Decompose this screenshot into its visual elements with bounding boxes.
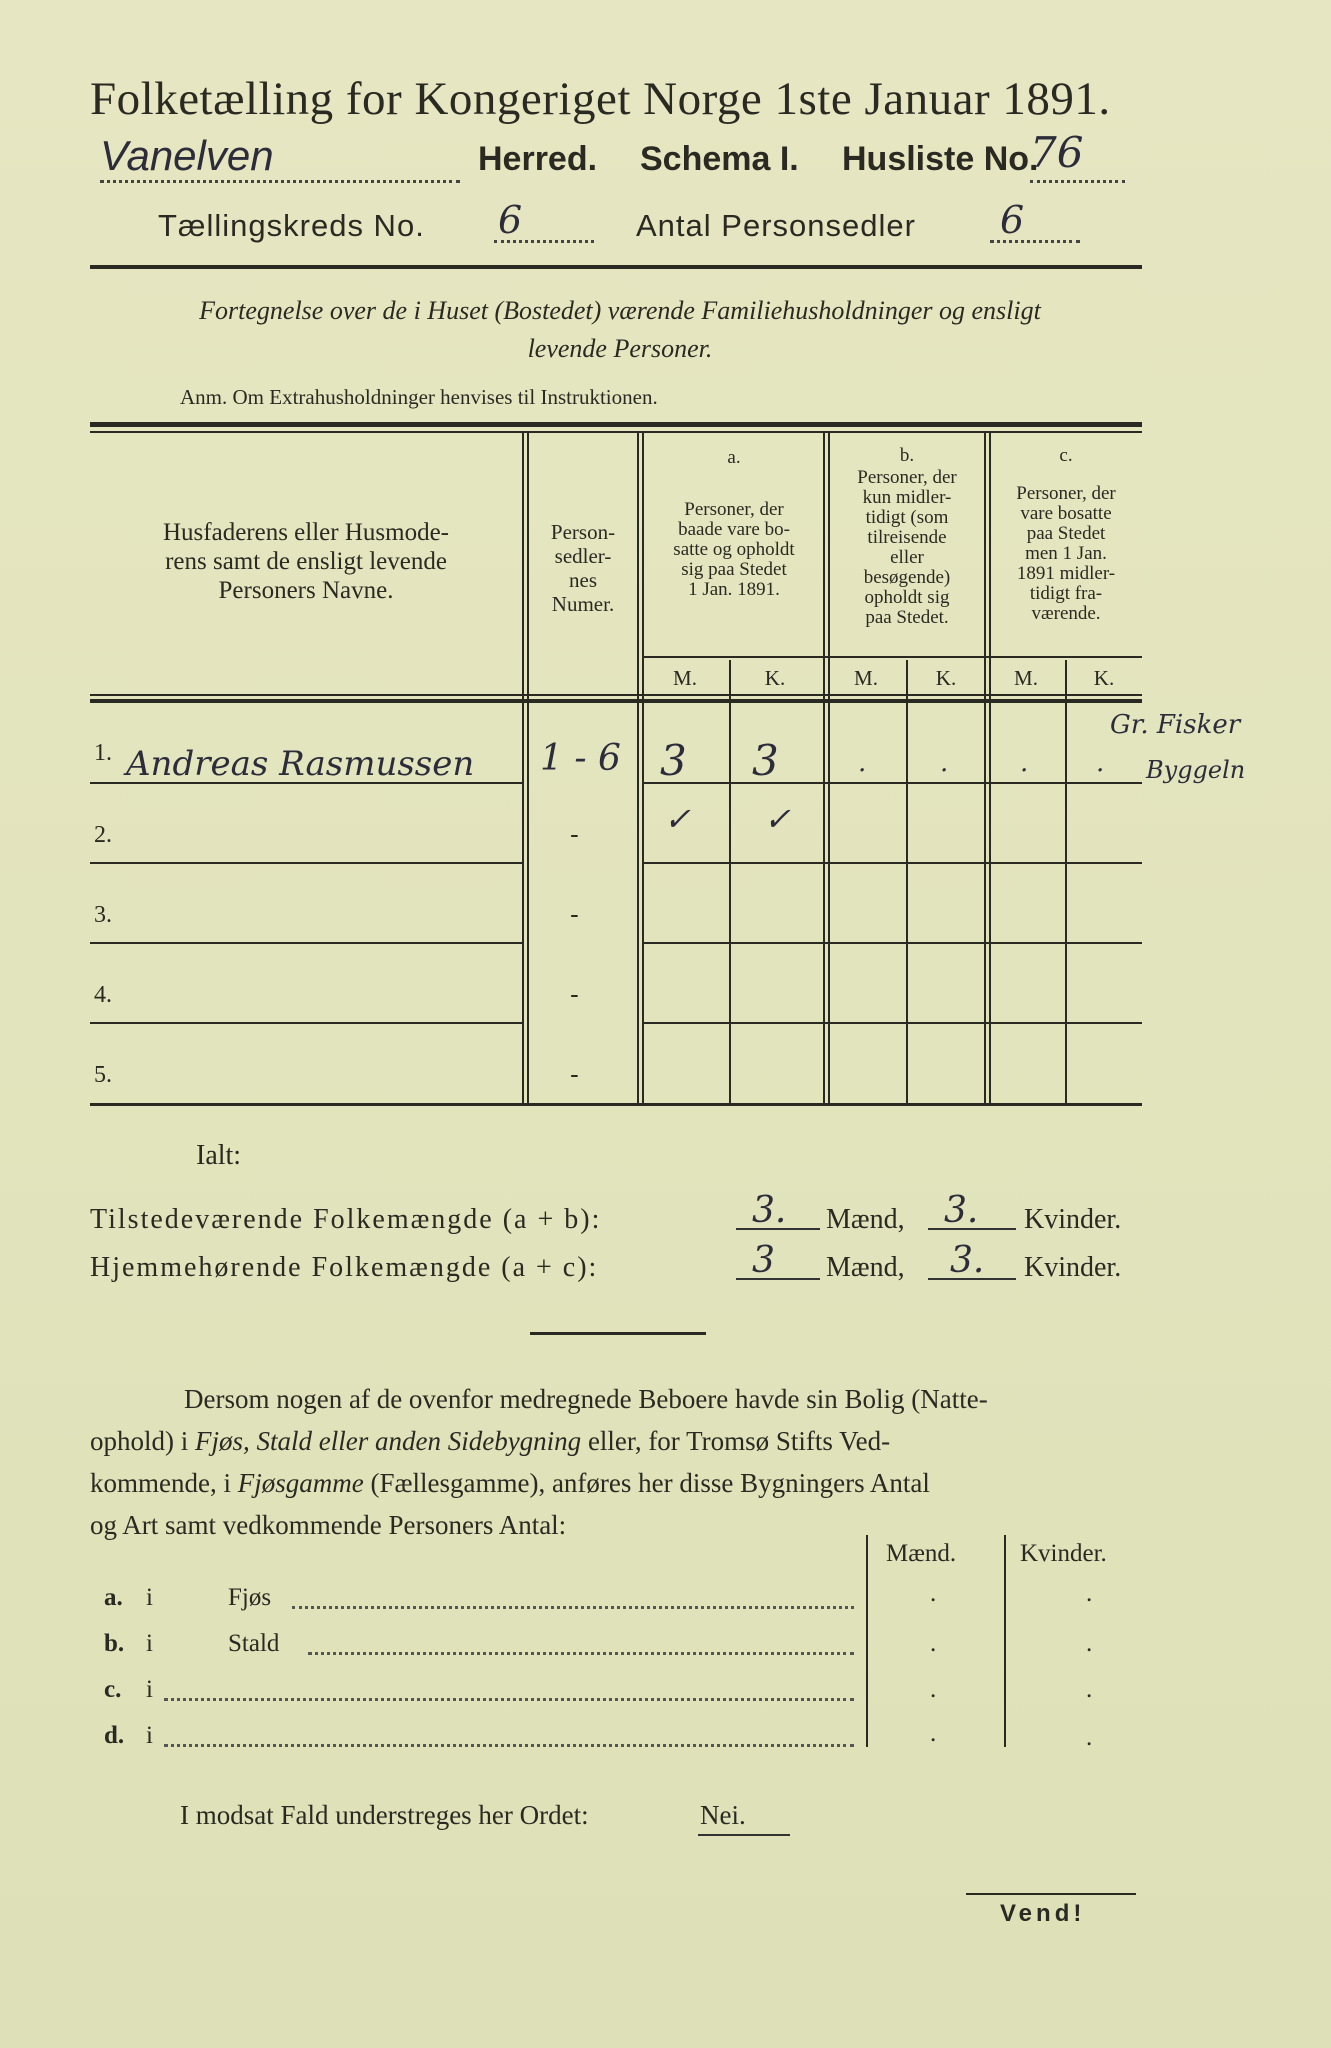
row5-sedler: -: [570, 1060, 579, 1090]
a-k-label: K.: [764, 666, 786, 690]
husliste-dotline: [1030, 180, 1125, 183]
para-line2: [90, 1420, 1140, 1462]
para-l3a: kommende, i: [90, 1468, 238, 1498]
col-b-h8: paa Stedet.: [865, 607, 949, 628]
ialt-label: Ialt:: [196, 1140, 242, 1171]
description-line1: Fortegnelse over de i Huset (Bostedet) værende Familiehusholdninger og ensligt: [199, 296, 1041, 325]
col-a-letter: a.: [727, 447, 741, 468]
hjemme-k-line: [928, 1278, 1016, 1280]
row3-line-cells: [642, 942, 1142, 944]
row2-a-k: ✓: [764, 800, 791, 838]
row4-line-cells: [642, 1022, 1142, 1024]
bld-row2-dots: [308, 1652, 854, 1655]
bld-row1-m: .: [930, 1580, 937, 1607]
hjemme-maend: Mænd,: [826, 1252, 905, 1283]
col-a-header: [644, 500, 824, 600]
col-name-header-l1: Husfaderens eller Husmode-: [162, 519, 449, 546]
col-name-header: [92, 518, 520, 605]
tilstede-maend: Mænd,: [826, 1204, 905, 1235]
bld-row3-m: .: [930, 1676, 937, 1703]
col-num-header-l1: Person-: [550, 520, 616, 544]
nei-underline: [698, 1834, 790, 1836]
bld-hdr-kvinder: Kvinder.: [1020, 1540, 1107, 1567]
herred-value: Vanelven: [100, 132, 274, 179]
col-b-h7: opholdt sig: [864, 587, 950, 608]
row2-line-name: [90, 862, 522, 864]
bld-row2-label: Stald: [228, 1630, 280, 1657]
col-b-h3: tidigt (som: [865, 507, 949, 528]
col-c-h2: vare bosatte: [1020, 503, 1112, 524]
para-l3b: Fjøsgamme: [237, 1468, 364, 1498]
bld-row4-i: i: [146, 1722, 153, 1749]
row1-a-k: 3: [752, 736, 779, 785]
vline-b-mk: [906, 660, 908, 1104]
husliste-value: 76: [1030, 128, 1084, 177]
bld-row2-m: .: [930, 1630, 937, 1657]
hjemme-k-value: 3.: [950, 1240, 985, 1281]
col-c-h1: Personer, der: [1016, 483, 1116, 504]
row4-num: 4.: [94, 982, 112, 1008]
row1-name: Andreas Rasmussen: [126, 744, 475, 784]
col-c-header: [990, 484, 1142, 624]
bld-row3-k: .: [1086, 1676, 1093, 1703]
col-a-h2: baade vare bo-: [678, 519, 790, 540]
c-m-label: M.: [1014, 666, 1038, 690]
bld-row3-letter: c.: [104, 1676, 122, 1703]
vend-label: Vend!: [1000, 1900, 1086, 1927]
margin-note-2: Byggeln: [1146, 756, 1246, 784]
col-a-h5: 1 Jan. 1891.: [688, 579, 780, 600]
row1-c-m: .: [1020, 748, 1029, 778]
row1-num: 1.: [94, 740, 112, 766]
para-line4: og Art samt vedkommende Personers Antal:: [90, 1510, 567, 1540]
tilstede-m-line: [736, 1228, 820, 1230]
row2-sedler: -: [570, 820, 579, 850]
hjemme-kvinder: Kvinder.: [1024, 1252, 1122, 1283]
col-b-h4: tilreisende: [867, 527, 947, 548]
antal-value: 6: [1000, 198, 1025, 242]
row2-line-cells: [642, 862, 1142, 864]
bld-row1-letter: a.: [104, 1584, 123, 1611]
para-l2a: ophold) i: [90, 1426, 195, 1456]
vend-rule: [966, 1893, 1136, 1895]
hjemme-m-line: [736, 1278, 820, 1280]
bld-row1-dots: [292, 1606, 854, 1609]
bld-row1-k: .: [1086, 1580, 1093, 1607]
row1-b-m: .: [858, 748, 867, 778]
row2-num: 2.: [94, 822, 112, 848]
row4-line-name: [90, 1022, 522, 1024]
col-b-h1: Personer, der: [857, 467, 957, 488]
a-m-label: M.: [673, 666, 697, 690]
table-top-rule: [90, 422, 1142, 427]
col-c-letter: c.: [1059, 445, 1073, 466]
row3-line-name: [90, 942, 522, 944]
col-name-header-l2: rens samt de ensligt levende: [165, 548, 447, 575]
hjemme-m-value: 3: [752, 1240, 775, 1281]
tilstede-k-value: 3.: [944, 1190, 979, 1231]
form-title: Folketælling for Kongeriget Norge 1ste Januar 1891.: [90, 73, 1111, 125]
bld-vline-2: [1004, 1535, 1006, 1747]
description: [90, 292, 1150, 368]
para-line3: [90, 1462, 1140, 1504]
col-num-header: [530, 520, 636, 616]
row5-num: 5.: [94, 1062, 112, 1088]
col-b-h5: eller: [890, 547, 924, 568]
bld-row2-i: i: [146, 1630, 153, 1657]
bld-row1-i: i: [146, 1584, 153, 1611]
col-c-h4: men 1 Jan.: [1025, 543, 1107, 564]
row1-sedler: 1 - 6: [540, 738, 621, 779]
tilstede-kvinder: Kvinder.: [1024, 1204, 1122, 1235]
col-b-h6: besøgende): [863, 567, 951, 588]
bld-row4-dots: [164, 1744, 854, 1747]
hjemme-label: Hjemmehørende Folkemængde (a + c):: [90, 1252, 599, 1283]
row1-c-k: .: [1096, 748, 1105, 778]
row1-b-k: .: [940, 748, 949, 778]
vline-c-mk: [1065, 660, 1067, 1104]
b-m-label: M.: [854, 666, 878, 690]
nei-word: Nei.: [700, 1800, 746, 1830]
kreds-dotline: [494, 240, 594, 243]
bld-row2-letter: b.: [104, 1630, 125, 1657]
row2-a-m: ✓: [664, 800, 691, 838]
tilstede-label: Tilstedeværende Folkemængde (a + b):: [90, 1204, 602, 1235]
col-a-h1: Personer, der: [684, 499, 784, 520]
section-divider: [530, 1332, 706, 1335]
row3-num: 3.: [94, 902, 112, 928]
herred-dotline: [100, 180, 460, 183]
vline-name: [522, 432, 524, 1104]
vline-a-mk: [729, 660, 731, 1104]
bld-row1-label: Fjøs: [228, 1584, 272, 1611]
para-line1: Dersom nogen af de ovenfor medregnede Beboere havde sin Bolig (Natte-: [184, 1384, 988, 1414]
antal-dotline: [990, 240, 1080, 243]
bld-row3-i: i: [146, 1676, 153, 1703]
col-num-header-l4: Numer.: [551, 592, 615, 616]
vline-name-2: [527, 432, 529, 1104]
schema-label: Schema I.: [640, 140, 799, 178]
header-rule: [90, 265, 1142, 269]
col-b-letter: b.: [899, 445, 915, 466]
para-l3c: (Fællesgamme), anføres her disse Bygningers Antal: [363, 1468, 930, 1498]
bld-vline-1: [866, 1535, 868, 1747]
col-num-header-l3: nes: [569, 568, 597, 592]
vline-num: [637, 432, 639, 1104]
antal-label: Antal Personsedler: [636, 208, 916, 243]
row3-sedler: -: [570, 900, 579, 930]
col-b-h2: kun midler-: [862, 487, 952, 508]
tilstede-m-value: 3.: [752, 1190, 787, 1231]
para-l2c: eller, for Tromsø Stifts Ved-: [581, 1426, 891, 1456]
col-c-h3: paa Stedet: [1026, 523, 1106, 544]
row1-line-cells: [642, 782, 1142, 784]
col-b-header: [829, 468, 985, 628]
herred-label: Herred.: [478, 140, 598, 178]
anm-note: Anm. Om Extrahusholdninger henvises til Instruktionen.: [180, 385, 658, 409]
para-l2b: Fjøs, Stald eller anden Sidebygning: [195, 1426, 582, 1456]
bld-row2-k: .: [1086, 1630, 1093, 1657]
tilstede-k-line: [928, 1228, 1016, 1230]
kreds-value: 6: [498, 198, 523, 242]
husliste-label: Husliste No.: [842, 140, 1039, 178]
bld-row3-dots: [164, 1698, 854, 1701]
bld-row4-m: .: [930, 1720, 937, 1747]
kreds-label: Tællingskreds No.: [158, 208, 425, 243]
col-num-header-l2: sedler-: [554, 544, 612, 568]
row1-a-m: 3: [660, 736, 687, 785]
bld-row4-letter: d.: [104, 1722, 125, 1749]
col-c-h7: værende.: [1031, 603, 1101, 624]
col-name-header-l3: Personers Navne.: [218, 577, 394, 604]
c-k-label: K.: [1093, 666, 1115, 690]
col-a-h3: satte og opholdt: [673, 539, 795, 560]
row4-sedler: -: [570, 980, 579, 1010]
col-c-h6: tidigt fra-: [1029, 583, 1103, 604]
margin-note-1: Gr. Fisker: [1110, 710, 1241, 740]
col-c-h5: 1891 midler-: [1016, 563, 1116, 584]
col-a-h4: sig paa Stedet: [681, 559, 787, 580]
description-line2: levende Personer.: [527, 334, 713, 363]
bolig-paragraph: [90, 1378, 1140, 1546]
mk-rule: [642, 656, 1142, 658]
modsat-text: I modsat Fald understreges her Ordet:: [180, 1800, 589, 1830]
b-k-label: K.: [935, 666, 957, 690]
bld-hdr-maend: Mænd.: [886, 1540, 957, 1567]
bld-row4-k: .: [1086, 1724, 1093, 1751]
